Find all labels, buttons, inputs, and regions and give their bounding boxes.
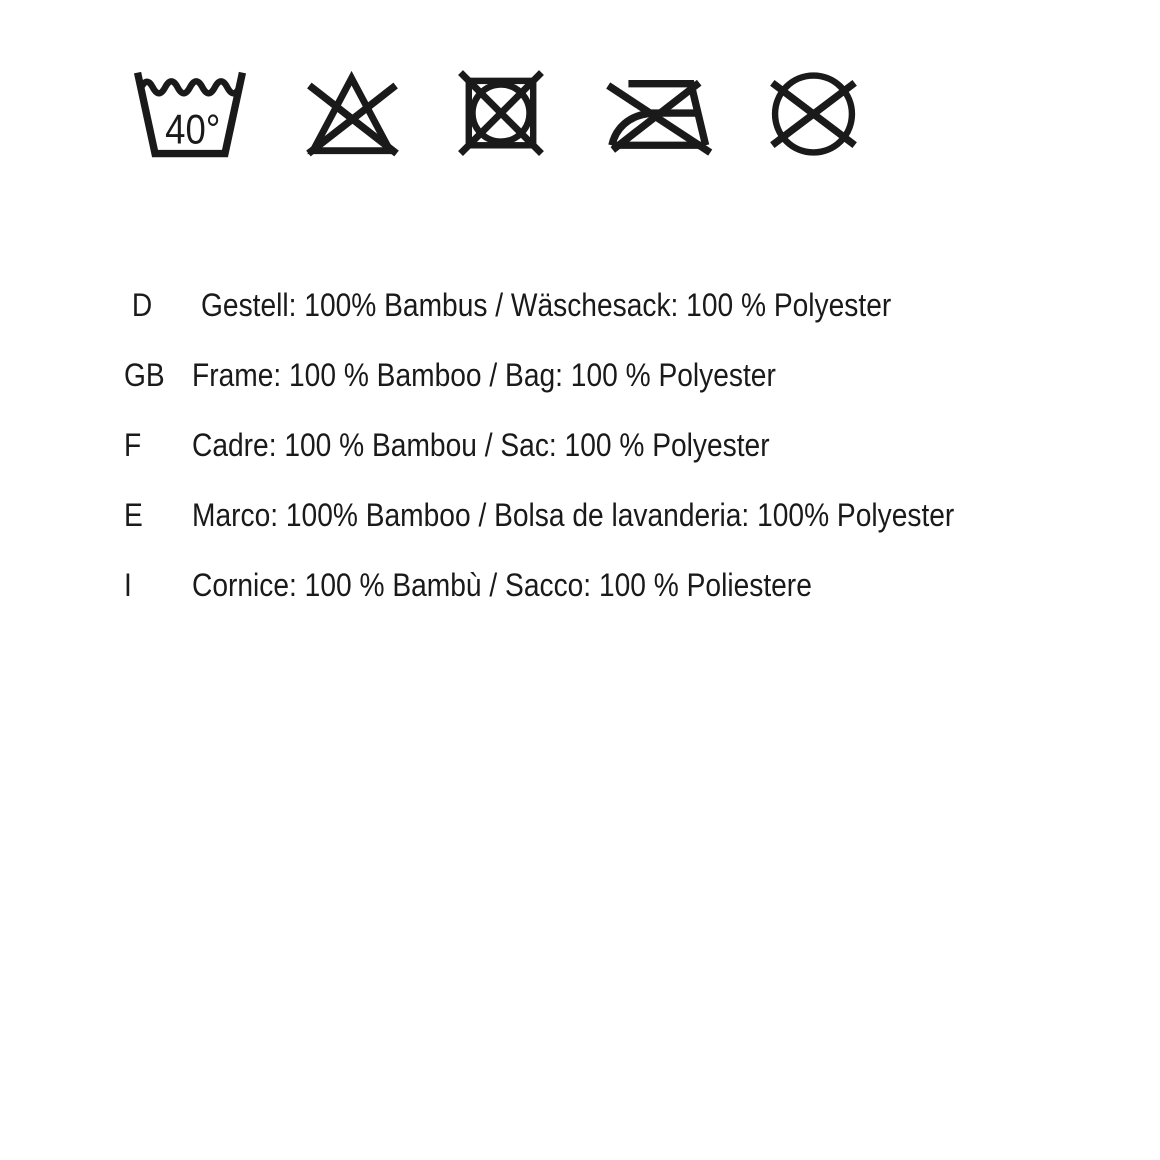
material-text: Gestell: 100% Bambus / Wäschesack: 100 % Polyester xyxy=(201,287,892,323)
wash-temperature-label: 40° xyxy=(165,106,221,153)
machine-wash-40-icon xyxy=(130,68,250,160)
care-symbols-row xyxy=(130,68,862,160)
language-code: GB xyxy=(124,357,165,393)
material-row-de xyxy=(124,288,1058,322)
do-not-iron-icon xyxy=(599,68,713,160)
language-code: I xyxy=(124,567,132,603)
do-not-bleach-icon xyxy=(302,68,403,160)
material-text: Frame: 100 % Bamboo / Bag: 100 % Polyester xyxy=(192,357,776,393)
material-row-es xyxy=(124,498,1058,532)
materials-list xyxy=(124,288,1058,638)
language-code: F xyxy=(124,427,142,463)
do-not-tumble-dry-icon xyxy=(455,68,547,160)
language-code: D xyxy=(131,287,153,323)
material-text: Cornice: 100 % Bambù / Sacco: 100 % Poliestere xyxy=(192,567,812,603)
do-not-dry-clean-icon xyxy=(765,68,862,160)
material-text: Cadre: 100 % Bambou / Sac: 100 % Polyester xyxy=(192,427,770,463)
material-row-it xyxy=(124,568,1058,602)
material-text: Marco: 100% Bamboo / Bolsa de lavanderia: 100% Polyester xyxy=(192,497,955,533)
language-code: E xyxy=(124,497,143,533)
material-row-fr xyxy=(124,428,1058,462)
material-row-gb xyxy=(124,358,1058,392)
